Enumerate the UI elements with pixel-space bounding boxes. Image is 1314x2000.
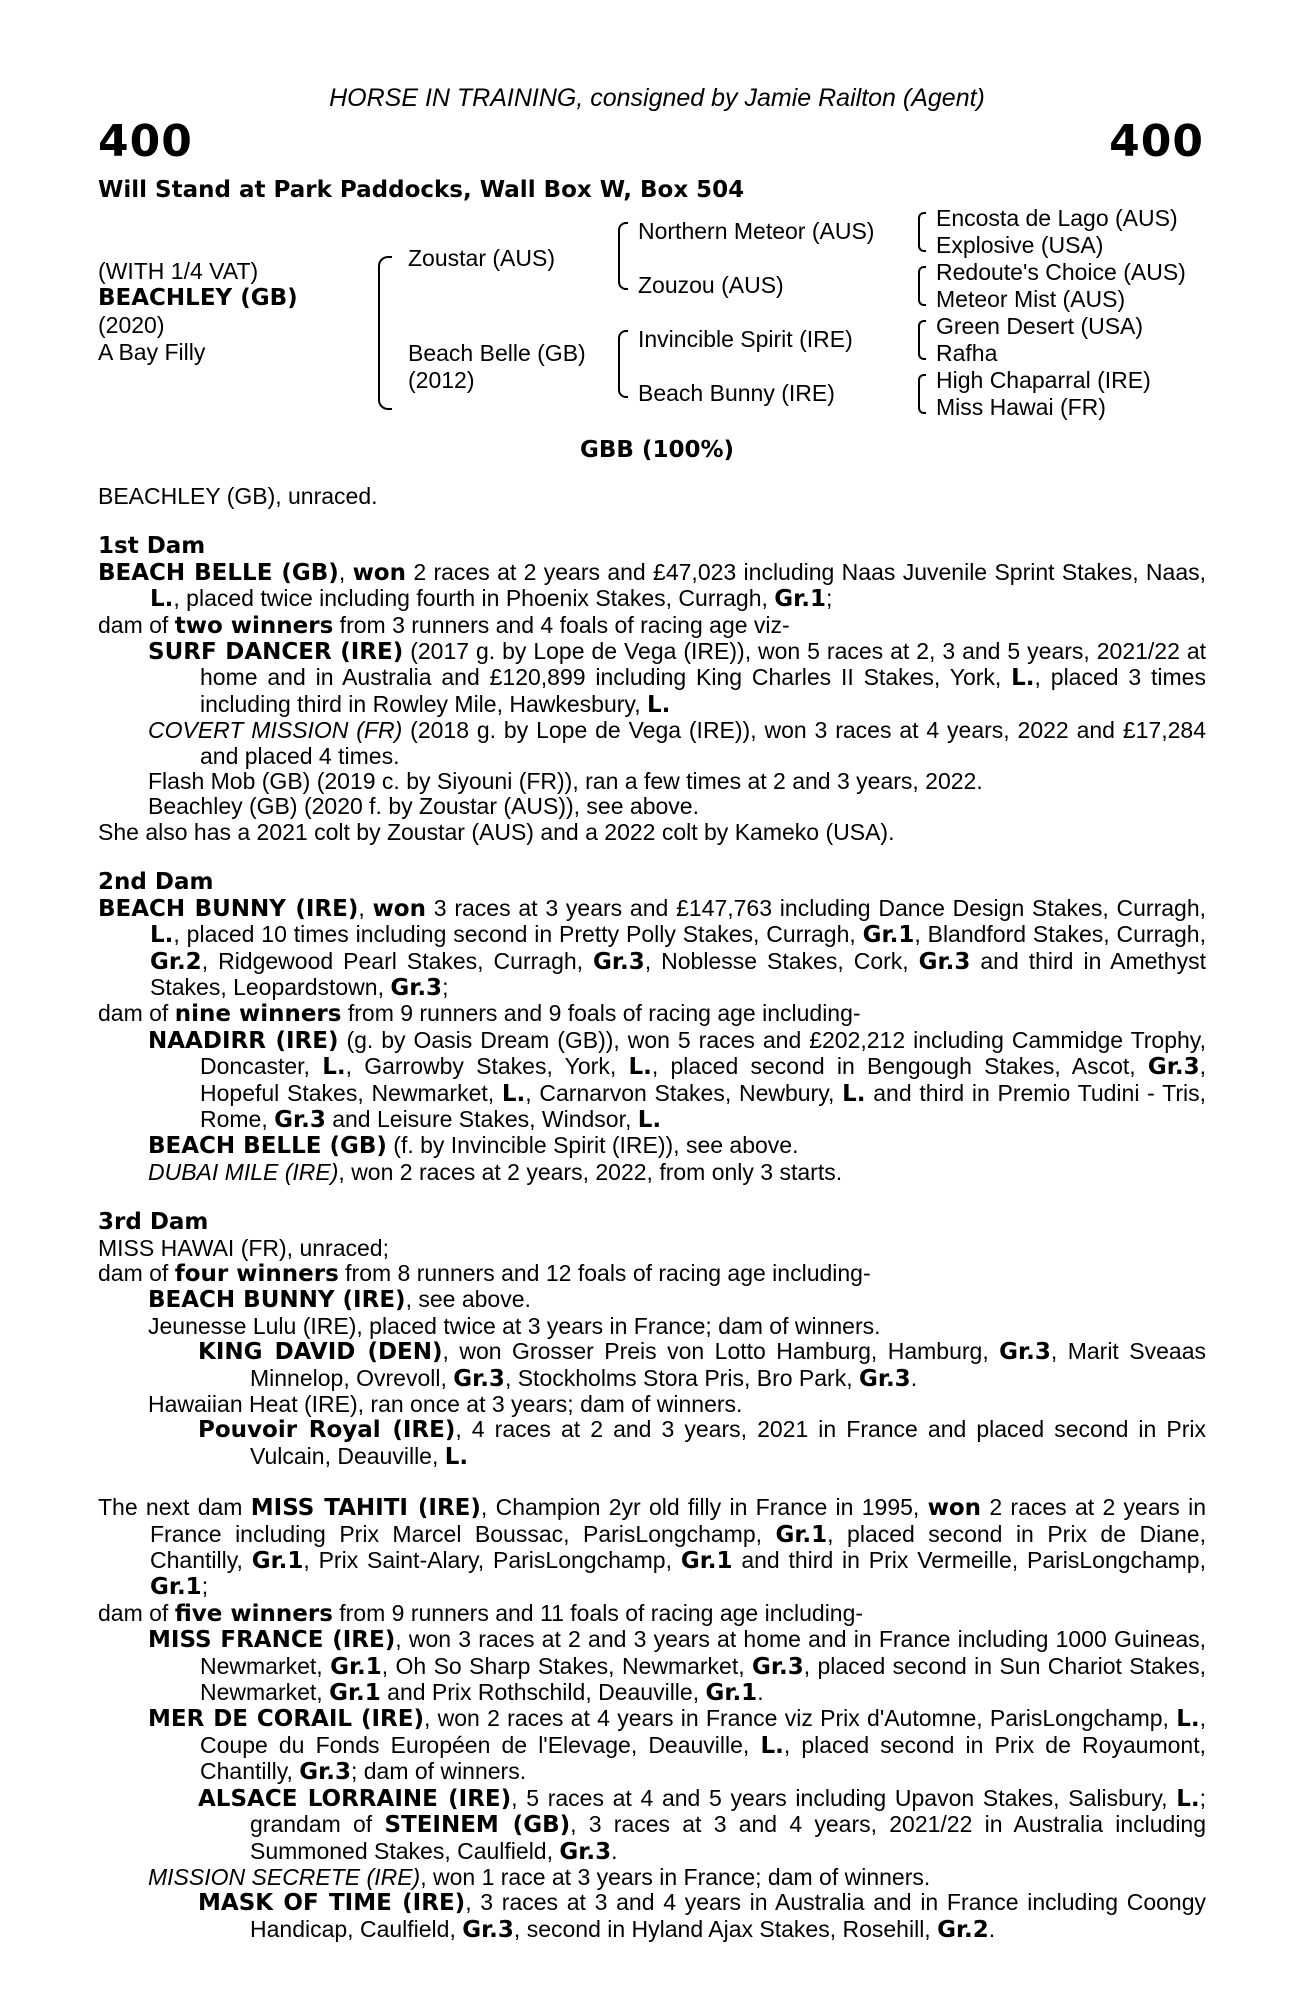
pedigree-bracket [378, 256, 392, 410]
produce-hawaiian-heat: Hawaiian Heat (IRE), ran once at 3 years; dam of winners. [148, 1391, 743, 1417]
dam-year: (2012) [408, 367, 475, 393]
lot-number-left: 400 [98, 116, 193, 167]
ssd: Explosive (USA) [936, 232, 1104, 258]
horse-name: BEACHLEY (GB) [98, 285, 298, 311]
dam-dam: Beach Bunny (IRE) [638, 380, 835, 406]
gbb-rating: GBB (100%) [579, 437, 735, 463]
next-dam-entry: The next dam MISS TAHITI (IRE), Champion 2yr old filly in France in 1995, won 2 races at 2 years in France including Prix Marcel Boussac, ParisLongchamp, Gr.1, placed second in Prix de Diane, Chantilly, Gr.1, Prix Saint-Alary, ParisLongchamp, Gr.1 and third in Prix Vermeille, ParisLongchamp, Gr.1; [98, 1494, 1206, 1601]
produce-surf-dancer: SURF DANCER (IRE) (2017 g. by Lope de Vega (IRE)), won 5 races at 2, 3 and 5 years, 2021/22 at home and in Australia and £120,899 including King Charles II Stakes, York, L., placed 3 times including third in Rowley Mile, Hawkesbury, L. [148, 638, 1207, 718]
sdd: Meteor Mist (AUS) [936, 286, 1126, 312]
intro-line: BEACHLEY (GB), unraced. [98, 483, 378, 509]
pedigree-bracket [918, 320, 926, 360]
second-dam-heading: 2nd Dam [98, 869, 214, 896]
sds: Redoute's Choice (AUS) [936, 259, 1186, 285]
horse-sex: A Bay Filly [98, 339, 206, 365]
produce-covert-mission: COVERT MISSION (FR) (2018 g. by Lope de Vega (IRE)), won 3 races at 4 years, 2022 and £17,284 and placed 4 times. [148, 717, 1206, 769]
dam-name: Beach Belle (GB) [408, 340, 586, 366]
sire-sire: Northern Meteor (AUS) [638, 218, 875, 244]
produce-mask-of-time: MASK OF TIME (IRE), 3 races at 3 and 4 years in Australia and in France including Coongy Handicap, Caulfield, Gr.3, second in Hyland Ajax Stakes, Rosehill, Gr.2. [198, 1889, 1206, 1943]
produce-naadirr: NAADIRR (IRE) (g. by Oasis Dream (GB)), won 5 races and £202,212 including Cammidge Trophy, Doncaster, L., Garrowby Stakes, York, L., placed second in Bengough Stakes, Ascot, Gr.3, Hopeful Stakes, Newmarket, L., Carnarvon Stakes, Newbury, L. and third in Premio Tudini - Tris, Rome, Gr.3 and Leisure Stakes, Windsor, L. [148, 1026, 1206, 1133]
pedigree-gen3-4 [936, 367, 1151, 421]
consignment-line: HORSE IN TRAINING, consigned by Jamie Railton (Agent) [329, 84, 985, 112]
dam-sire: Invincible Spirit (IRE) [638, 326, 853, 352]
produce-alsace-lorraine: ALSACE LORRAINE (IRE), 5 races at 4 and 5 years including Upavon Stakes, Salisbury, L.; grandam of STEINEM (GB), 3 races at 3 and 4 years, 2021/22 in Australia including Summoned Stakes, Caulfield, Gr.3. [198, 1784, 1207, 1865]
sire-dam: Zouzou (AUS) [638, 272, 784, 298]
pedigree-bracket [918, 212, 926, 252]
third-dam-heading: 3rd Dam [98, 1209, 209, 1236]
produce-pouvoir-royal: Pouvoir Royal (IRE), 4 races at 2 and 3 years, 2021 in France and placed second in Prix Vulcain, Deauville, L. [198, 1416, 1207, 1470]
third-dam-entry: MISS HAWAI (FR), unraced; [98, 1234, 389, 1261]
second-dam-produce: dam of nine winners from 9 runners and 9 foals of racing age including- [98, 1000, 861, 1028]
pedigree-bracket [918, 266, 926, 306]
pedigree-gen3-1 [936, 205, 1178, 259]
pedigree-bracket [618, 222, 628, 290]
dds: High Chaparral (IRE) [936, 367, 1151, 393]
produce-dubai-mile: DUBAI MILE (IRE), won 2 races at 2 years, 2022, from only 3 starts. [148, 1158, 843, 1185]
ddd: Miss Hawai (FR) [936, 394, 1106, 420]
produce-beachley: Beachley (GB) (2020 f. by Zoustar (AUS)), see above. [148, 793, 699, 820]
produce-mer-de-corail: MER DE CORAIL (IRE), won 2 races at 4 years in France viz Prix d'Automne, ParisLongchamp, L., Coupe du Fonds Européen de l'Elevage, Deauville, L., placed second in Prix de Royaumont, Chantilly, Gr.3; dam of winners. [148, 1705, 1206, 1786]
pedigree-bracket [618, 330, 628, 398]
pedigree-bracket [918, 374, 926, 414]
second-dam-entry: BEACH BUNNY (IRE), won 3 races at 3 years and £147,763 including Dance Design Stakes, Curragh, L., placed 10 times including second in Pretty Polly Stakes, Curragh, Gr.1, Blandford Stakes, Curragh, Gr.2, Ridgewood Pearl Stakes, Curragh, Gr.3, Noblesse Stakes, Cork, Gr.3 and third in Amethyst Stakes, Leopardstown, Gr.3; [98, 894, 1206, 1001]
first-dam-heading: 1st Dam [98, 533, 206, 560]
produce-flash-mob: Flash Mob (GB) (2019 c. by Siyouni (FR)), ran a few times at 2 and 3 years, 2022. [148, 768, 983, 795]
sss: Encosta de Lago (AUS) [936, 205, 1178, 231]
dss: Green Desert (USA) [936, 313, 1144, 339]
produce-jeunesse-lulu: Jeunesse Lulu (IRE), placed twice at 3 years in France; dam of winners. [148, 1312, 881, 1339]
produce-miss-france: MISS FRANCE (IRE), won 3 races at 2 and 3 years at home and in France including 1000 Guineas, Newmarket, Gr.1, Oh So Sharp Stakes, Newmarket, Gr.3, placed second in Sun Chariot Stakes, Newmarket, Gr.1 and Prix Rothschild, Deauville, Gr.1. [148, 1626, 1207, 1707]
pedigree-subject [98, 258, 298, 366]
next-dam-produce: dam of five winners from 9 runners and 11 foals of racing age including- [98, 1599, 864, 1627]
sire: Zoustar (AUS) [408, 245, 555, 271]
produce-beach-bunny: BEACH BUNNY (IRE), see above. [148, 1286, 531, 1314]
third-dam-produce: dam of four winners from 8 runners and 12 foals of racing age including- [98, 1259, 871, 1287]
pedigree-gen3-2 [936, 259, 1186, 313]
produce-beach-belle: BEACH BELLE (GB) (f. by Invincible Spirit (IRE)), see above. [148, 1132, 799, 1160]
dsd: Rafha [936, 340, 998, 366]
pedigree-gen3-3 [936, 313, 1143, 367]
catalogue-body [98, 484, 1206, 1943]
first-dam-note: She also has a 2021 colt by Zoustar (AUS) and a 2022 colt by Kameko (USA). [98, 818, 895, 845]
produce-king-david: KING DAVID (DEN), won Grosser Preis von Lotto Hamburg, Hamburg, Gr.3, Marit Sveaas Minnelop, Ovrevoll, Gr.3, Stockholms Stora Pris, Bro Park, Gr.3. [198, 1338, 1206, 1392]
horse-year: (2020) [98, 312, 165, 338]
vat-note: (WITH 1/4 VAT) [98, 258, 259, 284]
first-dam-produce: dam of two winners from 3 runners and 4 foals of racing age viz- [98, 611, 790, 639]
dam [408, 340, 586, 394]
first-dam-entry: BEACH BELLE (GB), won 2 races at 2 years and £47,023 including Naas Juvenile Sprint Stakes, Naas, L., placed twice including fourth in Phoenix Stakes, Curragh, Gr.1; [98, 558, 1207, 613]
produce-mission-secrete: MISSION SECRETE (IRE), won 1 race at 3 years in France; dam of winners. [148, 1863, 931, 1890]
stand-location: Will Stand at Park Paddocks, Wall Box W, Box 504 [98, 177, 745, 203]
lot-number-right: 400 [1109, 116, 1204, 167]
